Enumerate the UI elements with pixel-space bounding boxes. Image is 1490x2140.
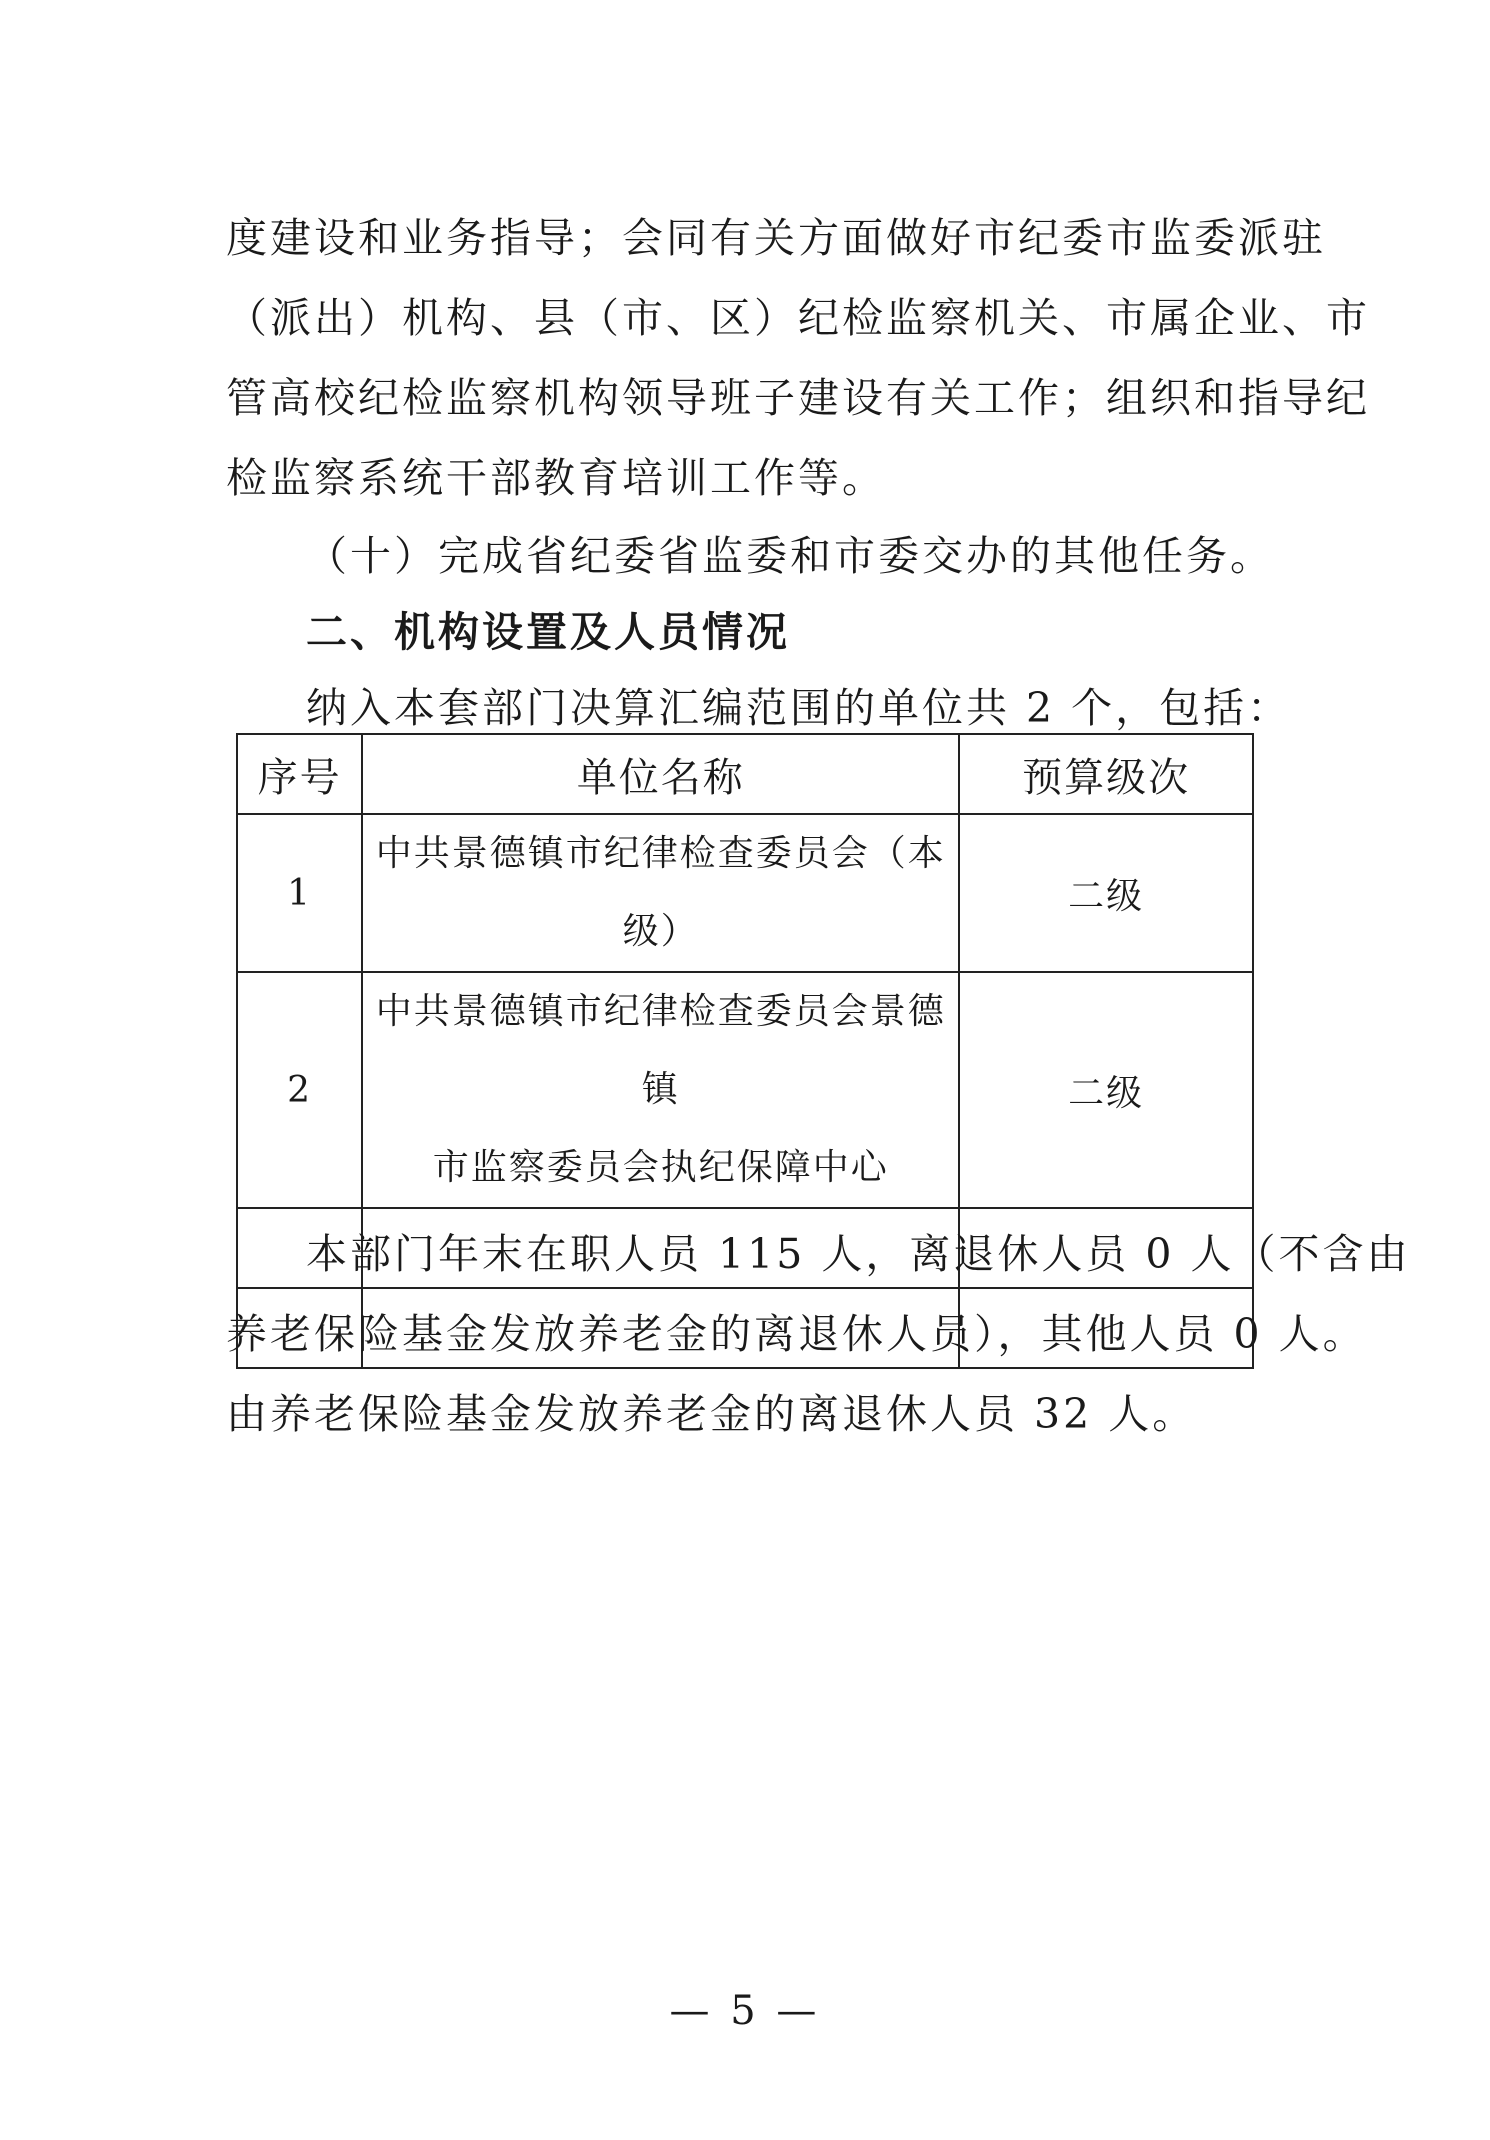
duties-paragraph-line: 管高校纪检监察机构领导班子建设有关工作；组织和指导纪 <box>226 374 1370 422</box>
cell-unit-name: 中共景德镇市纪律检查委员会（本级） <box>362 814 959 972</box>
staff-paragraph-line: 由养老保险基金发放养老金的离退休人员 32 人。 <box>226 1390 1197 1438</box>
cell-unit-name <box>362 972 959 1208</box>
table-header-row <box>237 734 1253 814</box>
header-budget-level: 预算级次 <box>959 734 1253 814</box>
cell-budget-level: 二级 <box>959 972 1253 1208</box>
page-number: — 5 — <box>669 1988 821 2034</box>
cell-budget-level: 二级 <box>959 814 1253 972</box>
staff-paragraph-line: 本部门年末在职人员 115 人，离退休人员 0 人（不含由 <box>306 1230 1411 1278</box>
scope-intro: 纳入本套部门决算汇编范围的单位共 2 个，包括： <box>306 684 1292 732</box>
table-row <box>237 972 1253 1208</box>
cell-serial: 1 <box>237 814 362 972</box>
duties-paragraph-line: 检监察系统干部教育培训工作等。 <box>226 454 886 502</box>
unit-name-line: 市监察委员会执纪保障中心 <box>432 1147 889 1188</box>
duties-paragraph-line: （派出）机构、县（市、区）纪检监察机关、市属企业、市 <box>226 294 1370 342</box>
duties-paragraph-line: 度建设和业务指导；会同有关方面做好市纪委市监委派驻 <box>226 214 1326 262</box>
header-serial: 序号 <box>237 734 362 814</box>
item-ten: （十）完成省纪委省监委和市委交办的其他任务。 <box>306 532 1274 580</box>
unit-name-line: 中共景德镇市纪律检查委员会景德镇 <box>375 991 946 1110</box>
cell-serial: 2 <box>237 972 362 1208</box>
section-two-heading: 二、机构设置及人员情况 <box>306 608 790 656</box>
table-row <box>237 814 1253 972</box>
staff-paragraph-line: 养老保险基金发放养老金的离退休人员），其他人员 0 人。 <box>226 1310 1367 1358</box>
header-unit-name: 单位名称 <box>362 734 959 814</box>
